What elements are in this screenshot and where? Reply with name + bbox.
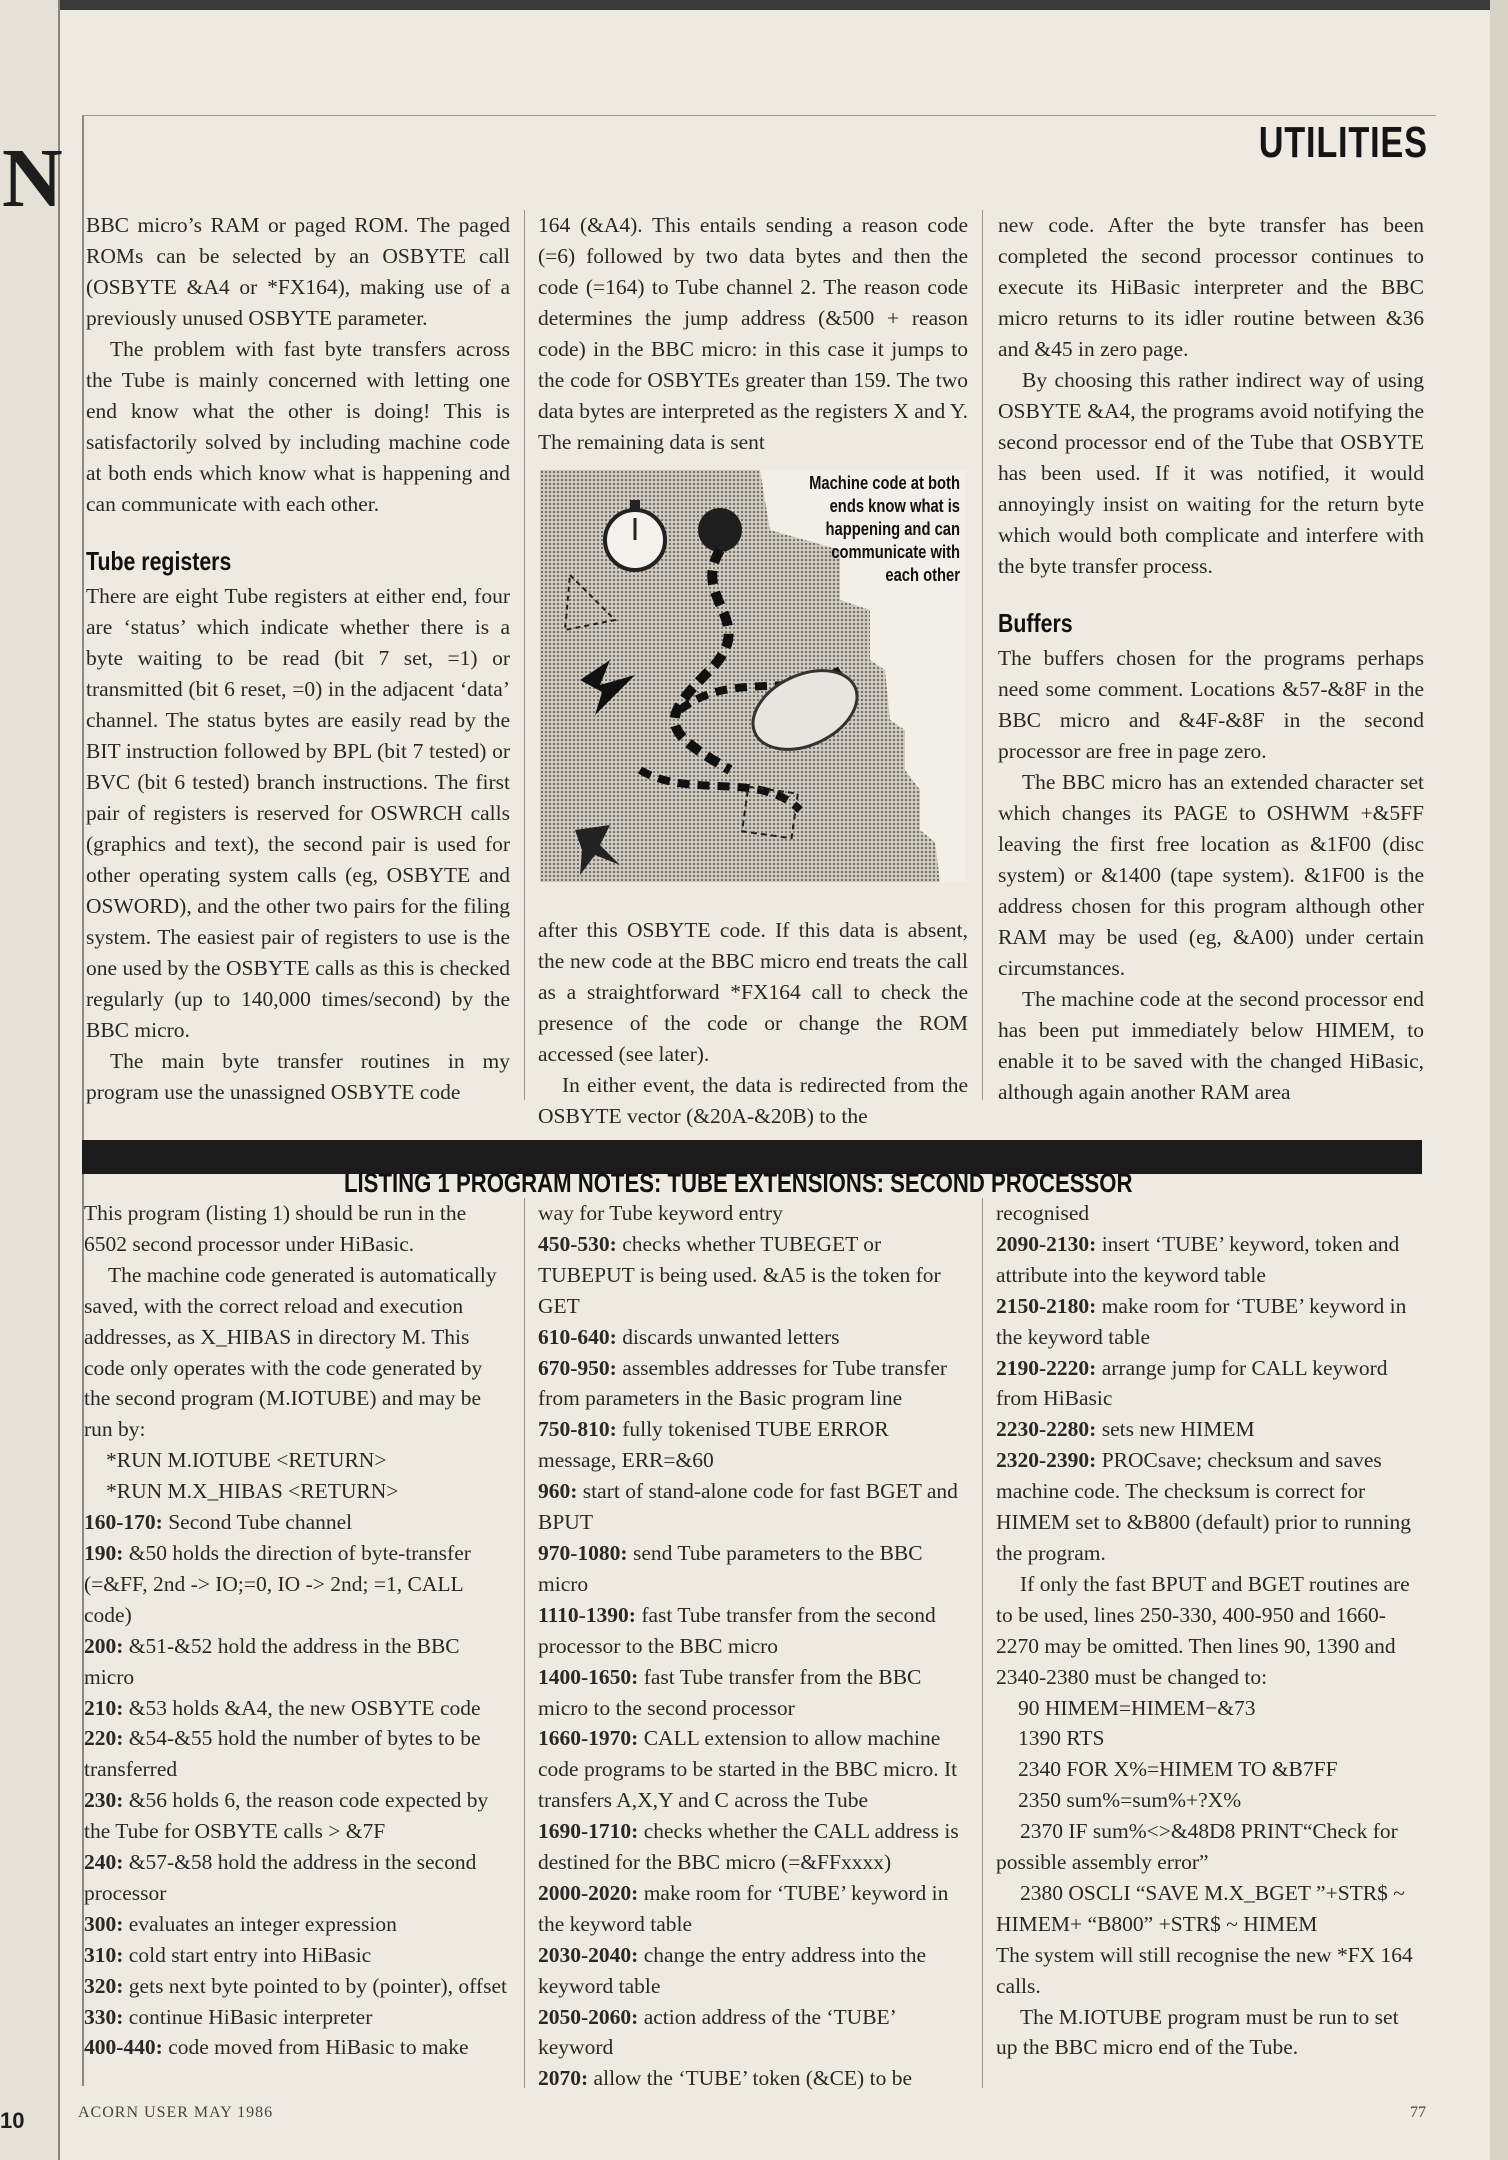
note-continuation: way for Tube keyword entry [538,1201,783,1225]
paragraph: There are eight Tube registers at either end, four are ‘status’ which indicate whether there is a byte waiting to be read (bit 7 set, =1) or transmitted (bit 6 reset, =0) in the adjacent ‘data’ channel. The status bytes are easily read by the BIT instruction followed by BPL (bit 7 tested) or BVC (bit 6 tested) branch instructions. The first pair of registers is reserved for OSWRCH calls (graphics and text), the second pair is used for other operating system calls (eg, OSBYTE and OSWORD), and the other two pairs for the filing system. The easiest pair of registers to use is the one used by the OSBYTE calls as this is checked regularly (up to 140,000 times/second) by the BBC micro. [86,584,510,1042]
note-label: 320: [84,1973,124,1998]
note-label: 310: [84,1942,124,1967]
code-line: 90 HIMEM=HIMEM−&73 [1018,1695,1256,1720]
note-text: PROCsave; checksum and saves machine code. The checksum is correct for HIMEM set to &B800 (default) prior to running the program. [996,1448,1412,1565]
note-text: send Tube parameters to the BBC micro [538,1540,923,1596]
paragraph: The M.IOTUBE program must be run to set up the BBC micro end of the Tube. [996,2004,1399,2060]
note-text: continue HiBasic interpreter [123,2004,373,2029]
note-label: 1400-1650: [538,1664,639,1689]
paragraph: 164 (&A4). This entails sending a reason code (=6) followed by two data bytes and then the code (=164) to Tube channel 2. The reason code determines the jump address (&500 + reason code) in the BBC micro: in this case it jumps to the code for OSBYTEs greater than 159. The two data bytes are interpreted as the registers X and Y. The remaining data is sent [538,213,968,454]
note-label: 400-440: [84,2035,163,2060]
column-rule [524,210,525,1100]
paragraph: The buffers chosen for the programs perhaps need some comment. Locations &57-&8F in the BBC micro and &4F-&8F in the second processor are free in page zero. [998,646,1424,763]
stopwatch-crown [630,500,640,510]
margin-page-number: 10 [0,2108,25,2133]
note-item [538,1723,968,1816]
paragraph: The problem with fast byte transfers across the Tube is mainly concerned with letting one end know what the other is doing! This is satisfactorily solved by including machine code at both ends which know what is happening and can communicate with each other. [86,337,510,516]
command-line: *RUN M.X_HIBAS <RETURN> [106,1479,399,1504]
illustration-caption: Machine code at both ends know what is happening and can communicate with each other [809,473,960,585]
note-label: 2090-2130: [996,1231,1097,1256]
note-label: 450-530: [538,1231,617,1256]
note-item [84,1847,512,1909]
note-text: make room for ‘TUBE’ keyword in the keyword table [996,1293,1407,1349]
note-item [84,1940,512,1971]
note-label: 200: [84,1633,124,1658]
note-label: 750-810: [538,1417,617,1442]
note-label: 2050-2060: [538,2004,639,2029]
note-text: checks whether TUBEGET or TUBEPUT is being used. &A5 is the token for GET [538,1231,941,1318]
code-line: 2370 IF sum%<>&48D8 PRINT“Check for possible assembly error” [996,1819,1398,1875]
note-text: gets next byte pointed to by (pointer), offset [123,1973,507,1998]
margin-letter: N [2,132,63,225]
note-label: 610-640: [538,1324,617,1349]
illustration [540,470,966,882]
note-text: start of stand-alone code for fast BGET and BPUT [538,1479,958,1535]
section-header: UTILITIES [1258,118,1428,167]
code-line: 1390 RTS [1018,1726,1105,1751]
note-text: &54-&55 hold the number of bytes to be transferred [84,1726,481,1782]
note-text: &50 holds the direction of byte-transfer (=&FF, 2nd -> IO;=0, IO -> 2nd; =1, CALL code) [84,1540,471,1627]
note-text: &51-&52 hold the address in the BBC micro [84,1633,460,1689]
note-label: 2230-2280: [996,1417,1097,1442]
note-text: evaluates an integer expression [123,1911,397,1936]
note-label: 220: [84,1726,124,1751]
article-column-1 [86,210,510,1108]
note-item [84,1631,512,1693]
note-label: 190: [84,1540,124,1565]
page-top-edge [0,0,1508,10]
note-text: insert ‘TUBE’ keyword, token and attribute into the keyword table [996,1231,1400,1287]
note-label: 1110-1390: [538,1602,636,1627]
note-text: make room for ‘TUBE’ keyword in the keyword table [538,1880,949,1936]
note-label: 670-950: [538,1355,617,1380]
note-label: 2030-2040: [538,1942,639,1967]
note-item [538,1940,968,2002]
note-item [996,1291,1424,1353]
note-item [996,1445,1424,1569]
footer-publication: ACORN USER MAY 1986 [78,2104,274,2121]
note-item [84,1538,512,1631]
note-label: 240: [84,1850,124,1875]
note-label: 960: [538,1479,578,1504]
note-label: 1690-1710: [538,1819,639,1844]
article-column-2-top [538,210,968,458]
note-item [538,1353,968,1415]
paragraph: new code. After the byte transfer has been completed the second processor continues to execute its HiBasic interpreter and the BBC micro returns to its idler routine between &36 and &45 in zero page. [998,213,1424,361]
note-item [84,1909,512,1940]
note-text: fully tokenised TUBE ERROR message, ERR=&60 [538,1417,889,1473]
code-line: 2350 sum%=sum%+?X% [1018,1788,1242,1813]
note-item [996,1414,1424,1445]
note-item [538,2063,968,2094]
note-item [538,1662,968,1724]
previous-page-edge [0,0,60,2160]
note-item [84,1971,512,2002]
right-page-edge [1490,0,1508,2160]
paragraph: The machine code generated is automatically saved, with the correct reload and execution addresses, as X_HIBAS in directory M. This code only operates with the code generated by the second program (M.IOTUBE) and may be run by: [84,1262,497,1442]
note-label: 970-1080: [538,1540,628,1565]
note-item [538,1414,968,1476]
note-item [538,1816,968,1878]
subheading-tube-registers: Tube registers [86,546,232,576]
note-item [996,1229,1424,1291]
ball-icon [698,508,742,552]
note-text: &57-&58 hold the address in the second processor [84,1850,477,1905]
listing-column-2 [538,1198,968,2094]
note-label: 2190-2220: [996,1355,1097,1380]
note-text: action address of the ‘TUBE’ keyword [538,2004,896,2060]
note-text: change the entry address into the keyword table [538,1942,927,1998]
listing-title: LISTING 1 PROGRAM NOTES: TUBE EXTENSIONS: SECOND PROCESSOR [344,1168,1133,1198]
note-label: 1660-1970: [538,1726,639,1751]
note-text: &56 holds 6, the reason code expected by the Tube for OSBYTE calls > &7F [84,1788,489,1844]
paragraph: This program (listing 1) should be run in the 6502 second processor under HiBasic. [84,1201,467,1256]
code-line: 2380 OSCLI “SAVE M.X_BGET ”+STR$ ~ HIMEM+ “B800” +STR$ ~ HIMEM [996,1880,1405,1936]
note-text: checks whether the CALL address is destined for the BBC micro (=&FFxxxx) [538,1819,959,1875]
note-item [84,1723,512,1785]
column-rule [982,210,983,1100]
paragraph: The main byte transfer routines in my program use the unassigned OSBYTE code [86,1049,510,1104]
note-label: 2320-2390: [996,1448,1097,1473]
paragraph: If only the fast BPUT and BGET routines are to be used, lines 250-330, 400-950 and 1660-2270 may be omitted. Then lines 90, 1390 and 2340-2380 must be changed to: [996,1571,1410,1689]
paragraph: The system will still recognise the new *FX 164 calls. [996,1942,1413,1998]
paragraph: In either event, the data is redirected from the OSBYTE vector (&20A-&20B) to the [538,1073,968,1128]
article-column-2-bottom [538,915,968,1132]
note-text: fast Tube transfer from the second processor to the BBC micro [538,1602,936,1658]
note-label: 2000-2020: [538,1880,639,1905]
column-rule [524,1198,525,2088]
note-item [538,1600,968,1662]
note-label: 160-170: [84,1510,163,1535]
note-label: 330: [84,2004,124,2029]
paragraph: The machine code at the second processor end has been put immediately below HIMEM, to enable it to be saved with the changed HiBasic, although again another RAM area [998,987,1424,1104]
paragraph: after this OSBYTE code. If this data is absent, the new code at the BBC micro end treats the call as a straightforward *FX164 call to check the presence of the code or change the ROM accessed (see later). [538,918,968,1066]
note-label: 2070: [538,2066,589,2091]
note-text: arrange jump for CALL keyword from HiBasic [996,1355,1388,1411]
listing-column-3 [996,1198,1424,2063]
page-number: 77 [1410,2104,1426,2121]
note-continuation: recognised [996,1201,1090,1225]
article-column-3 [998,210,1424,1108]
note-item [996,1353,1424,1415]
note-item [84,1693,512,1724]
note-item [538,1229,968,1322]
paragraph: BBC micro’s RAM or paged ROM. The paged ROMs can be selected by an OSBYTE call (OSBYTE &A4 or *FX164), making use of a previously unused OSBYTE parameter. [86,213,510,330]
note-label: 230: [84,1788,124,1813]
note-item [538,1538,968,1600]
subheading-buffers: Buffers [998,608,1073,638]
note-item [84,2032,512,2063]
note-label: 300: [84,1911,124,1936]
note-text: code moved from HiBasic to make [162,2035,469,2060]
note-text: assembles addresses for Tube transfer from parameters in the Basic program line [538,1355,948,1411]
note-label: 2150-2180: [996,1293,1097,1318]
note-label: 210: [84,1695,124,1720]
note-item [538,2002,968,2064]
note-item [84,2002,512,2033]
listing-column-1 [84,1198,512,2063]
note-item [538,1322,968,1353]
note-text: discards unwanted letters [616,1324,840,1349]
note-text: CALL extension to allow machine code programs to be started in the BBC micro. It transfers A,X,Y and C across the Tube [538,1726,958,1813]
note-item [84,1507,512,1538]
note-text: Second Tube channel [162,1510,353,1535]
paragraph: By choosing this rather indirect way of using OSBYTE &A4, the programs avoid notifying the second processor end of the Tube that OSBYTE has been used. If it was notified, it would annoyingly insist on waiting for the return byte which would both complicate and interfere with the byte transfer process. [998,368,1424,578]
code-line: 2340 FOR X%=HIMEM TO &B7FF [1018,1757,1338,1782]
column-rule [982,1198,983,2088]
paragraph: The BBC micro has an extended character set which changes its PAGE to OSHWM +&5FF leaving the first free location as &1F00 (disc system) or &1400 (tape system). &1F00 is the address chosen for this program although other RAM may be used (eg, &A00) under certain circumstances. [998,770,1424,980]
note-text: sets new HIMEM [1096,1417,1255,1442]
note-text: &53 holds &A4, the new OSBYTE code [123,1695,481,1720]
note-text: allow the ‘TUBE’ token (&CE) to be [588,2066,912,2091]
note-item [84,1785,512,1847]
command-line: *RUN M.IOTUBE <RETURN> [106,1448,387,1473]
note-item [538,1476,968,1538]
note-text: fast Tube transfer from the BBC micro to the second processor [538,1664,922,1720]
note-text: cold start entry into HiBasic [123,1942,372,1967]
note-item [538,1878,968,1940]
